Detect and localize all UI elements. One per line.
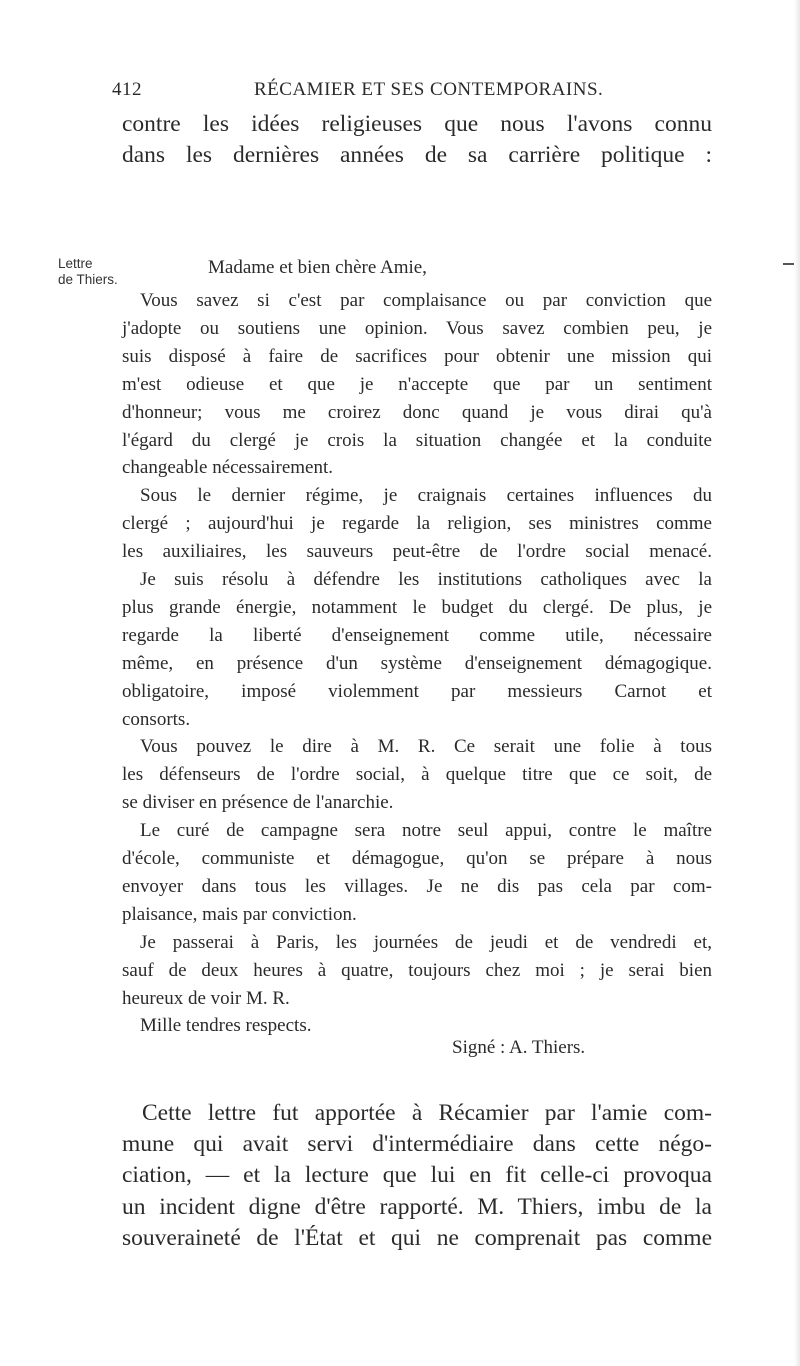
letter-line: Vous pouvez le dire à M. R. Ce serait une folie à tous — [140, 736, 712, 758]
letter-line: Mille tendres respects. — [140, 1015, 312, 1037]
letter-line: suis disposé à faire de sacrifices pour obtenir une mission qui — [122, 345, 712, 367]
closing-line: souveraineté de l'État et qui ne comprenait pas comme — [122, 1224, 712, 1251]
letter-line: même, en présence d'un système d'enseignement démagogique. — [122, 652, 712, 674]
letter-line: regarde la liberté d'enseignement comme utile, nécessaire — [122, 624, 712, 646]
letter-line: Le curé de campagne sera notre seul appui, contre le maître — [140, 820, 712, 842]
letter-line: d'honneur; vous me croirez donc quand je vous dirai qu'à — [122, 401, 712, 423]
letter-salutation: Madame et bien chère Amie, — [208, 257, 427, 278]
page-number: 412 — [112, 79, 142, 100]
letter-line: j'adopte ou soutiens une opinion. Vous savez combien peu, je — [122, 317, 712, 339]
letter-line: consorts. — [122, 708, 191, 730]
closing-line: un incident digne d'être rapporté. M. Thiers, imbu de la — [122, 1193, 712, 1220]
letter-line: les auxiliaires, les sauveurs peut-être de l'ordre social menacé. — [122, 541, 712, 563]
margin-note-line: de Thiers. — [58, 272, 118, 287]
letter-line: Vous savez si c'est par complaisance ou par conviction que — [140, 290, 712, 311]
intro-line: contre les idées religieuses que nous l'avons connu — [122, 111, 712, 137]
letter-line: clergé ; aujourd'hui je regarde la religion, ses ministres comme — [122, 513, 712, 535]
closing-line: ciation, — et la lecture que lui en fit celle-ci provoqua — [122, 1162, 712, 1189]
page-edge-shadow — [794, 0, 800, 1366]
margin-note-line: Lettre — [58, 256, 93, 271]
letter-line: plus grande énergie, notamment le budget du clergé. De plus, je — [122, 596, 712, 618]
letter-line: se diviser en présence de l'anarchie. — [122, 792, 394, 814]
letter-line: les défenseurs de l'ordre social, à quelque titre que ce soit, de — [122, 764, 712, 786]
running-title: RÉCAMIER ET SES CONTEMPORAINS. — [254, 79, 604, 100]
intro-line: dans les dernières années de sa carrière politique : — [122, 142, 712, 168]
letter-line: changeable nécessairement. — [122, 457, 333, 479]
letter-signature: Signé : A. Thiers. — [452, 1037, 586, 1058]
letter-line: d'école, communiste et démagogue, qu'on se prépare à nous — [122, 848, 712, 869]
letter-line: obligatoire, imposé violemment par messieurs Carnot et — [122, 680, 712, 702]
letter-line: envoyer dans tous les villages. Je ne dis pas cela par com- — [122, 875, 712, 897]
letter-line: plaisance, mais par conviction. — [122, 903, 357, 925]
letter-line: Je suis résolu à défendre les institutions catholiques avec la — [140, 569, 712, 590]
letter-line: Je passerai à Paris, les journées de jeudi et de vendredi et, — [140, 931, 712, 953]
closing-line: mune qui avait servi d'intermédiaire dans cette négo- — [122, 1131, 712, 1158]
letter-line: sauf de deux heures à quatre, toujours chez moi ; je serai bien — [122, 959, 712, 981]
closing-line: Cette lettre fut apportée à Récamier par l'amie com- — [142, 1100, 712, 1126]
letter-line: heureux de voir M. R. — [122, 987, 290, 1009]
letter-line: l'égard du clergé je crois la situation changée et la conduite — [122, 429, 712, 451]
letter-line: Sous le dernier régime, je craignais certaines influences du — [140, 485, 712, 507]
letter-line: m'est odieuse et que je n'accepte que par un sentiment — [122, 373, 712, 395]
